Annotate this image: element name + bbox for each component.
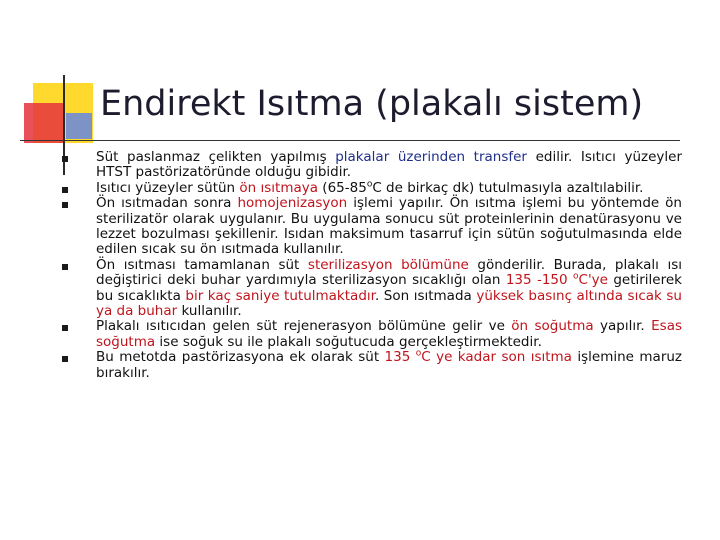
decor-horizontal-line [20, 140, 680, 141]
highlighted-text: yüksek basınç altında sıcak su ya da buhar [96, 287, 682, 320]
bullet-item [96, 258, 682, 320]
bullet-text: kullanılır. [177, 303, 242, 320]
bullet-text: Süt paslanmaz çelikten yapılmış [96, 149, 336, 165]
square-bullet-icon [62, 264, 68, 270]
highlighted-text: sterilizasyon bölümüne [307, 256, 469, 273]
bullet-item [96, 181, 682, 196]
bullet-text: ise soğuk su ile plakalı soğutucuda gerçekleştirmektedir. [155, 333, 542, 350]
highlighted-text: homojenizasyon [237, 195, 348, 212]
square-bullet-icon [62, 325, 68, 331]
square-bullet-icon [62, 156, 68, 162]
highlighted-text: bir kaç saniye tutulmaktadır [185, 287, 375, 304]
bullet-item [96, 196, 682, 258]
highlighted-text: Esas soğutma [96, 318, 682, 350]
slide-title: Endirekt Isıtma (plakalı sistem) [100, 84, 644, 124]
highlighted-text: C'ye [578, 272, 608, 289]
bullet-list [96, 150, 682, 381]
bullet-text: Isıtıcı yüzeyler sütün [96, 179, 240, 196]
bullet-item [96, 150, 682, 181]
bullet-item [96, 350, 682, 381]
highlighted-text: 135 [384, 349, 416, 366]
decor-red-square [24, 103, 64, 143]
square-bullet-icon [62, 202, 68, 208]
highlighted-text: ön ısıtmaya [239, 179, 319, 196]
bullet-text: Bu metotda pastörizasyona ek olarak süt [96, 349, 385, 366]
bullet-text: . Son ısıtmada [374, 287, 477, 304]
bullet-text: Ön ısıtması tamamlanan süt [96, 256, 308, 273]
bullet-text: işlemi yapılır. Ön ısıtma işlemi bu yöntemde ön sterilizatör olarak uygulanır. Bu uygulama sonucu süt proteinlerinin denatürasyonu ve lezzet bozulması şekillenir. Isıdan maksimum tasarruf için sütün soğutulmasında elde edilen sıcak su ön ısıtmada kullanılır. [96, 195, 682, 258]
highlighted-text: plakalar üzerinden transfer [335, 149, 527, 165]
decor-blue-square [66, 113, 92, 139]
square-bullet-icon [62, 187, 68, 193]
highlighted-text: C ye kadar son ısıtma [421, 349, 572, 366]
highlighted-text: o [366, 179, 373, 190]
bullet-text: Plakalı ısıtıcıdan gelen süt rejenerasyon bölümüne gelir ve [96, 318, 512, 335]
square-bullet-icon [62, 356, 68, 362]
highlighted-text: ön soğutma [511, 318, 594, 335]
bullet-item [96, 319, 682, 350]
bullet-text: edilir. Isıtıcı yüzeyler HTST pastörizatöründe olduğu gibidir. [96, 149, 682, 181]
highlighted-text: 135 -150 [505, 272, 573, 289]
bullet-text: C de birkaç dk) tutulmasıyla azaltılabilir. [372, 179, 644, 196]
bullet-text: yapılır. [593, 318, 652, 335]
highlighted-text: o [415, 348, 422, 359]
bullet-text: Ön ısıtmadan sonra [96, 195, 238, 212]
bullet-text: gönderilir. Burada, plakalı ısı değiştirici deki buhar yardımıyla sterilizasyon sıcaklığı olan [96, 256, 682, 289]
bullet-text: (65-85 [318, 179, 367, 196]
highlighted-text: o [573, 271, 579, 282]
bullet-text: getirilerek bu sıcaklıkta [96, 272, 682, 304]
bullet-text: işlemine maruz bırakılır. [96, 349, 683, 381]
